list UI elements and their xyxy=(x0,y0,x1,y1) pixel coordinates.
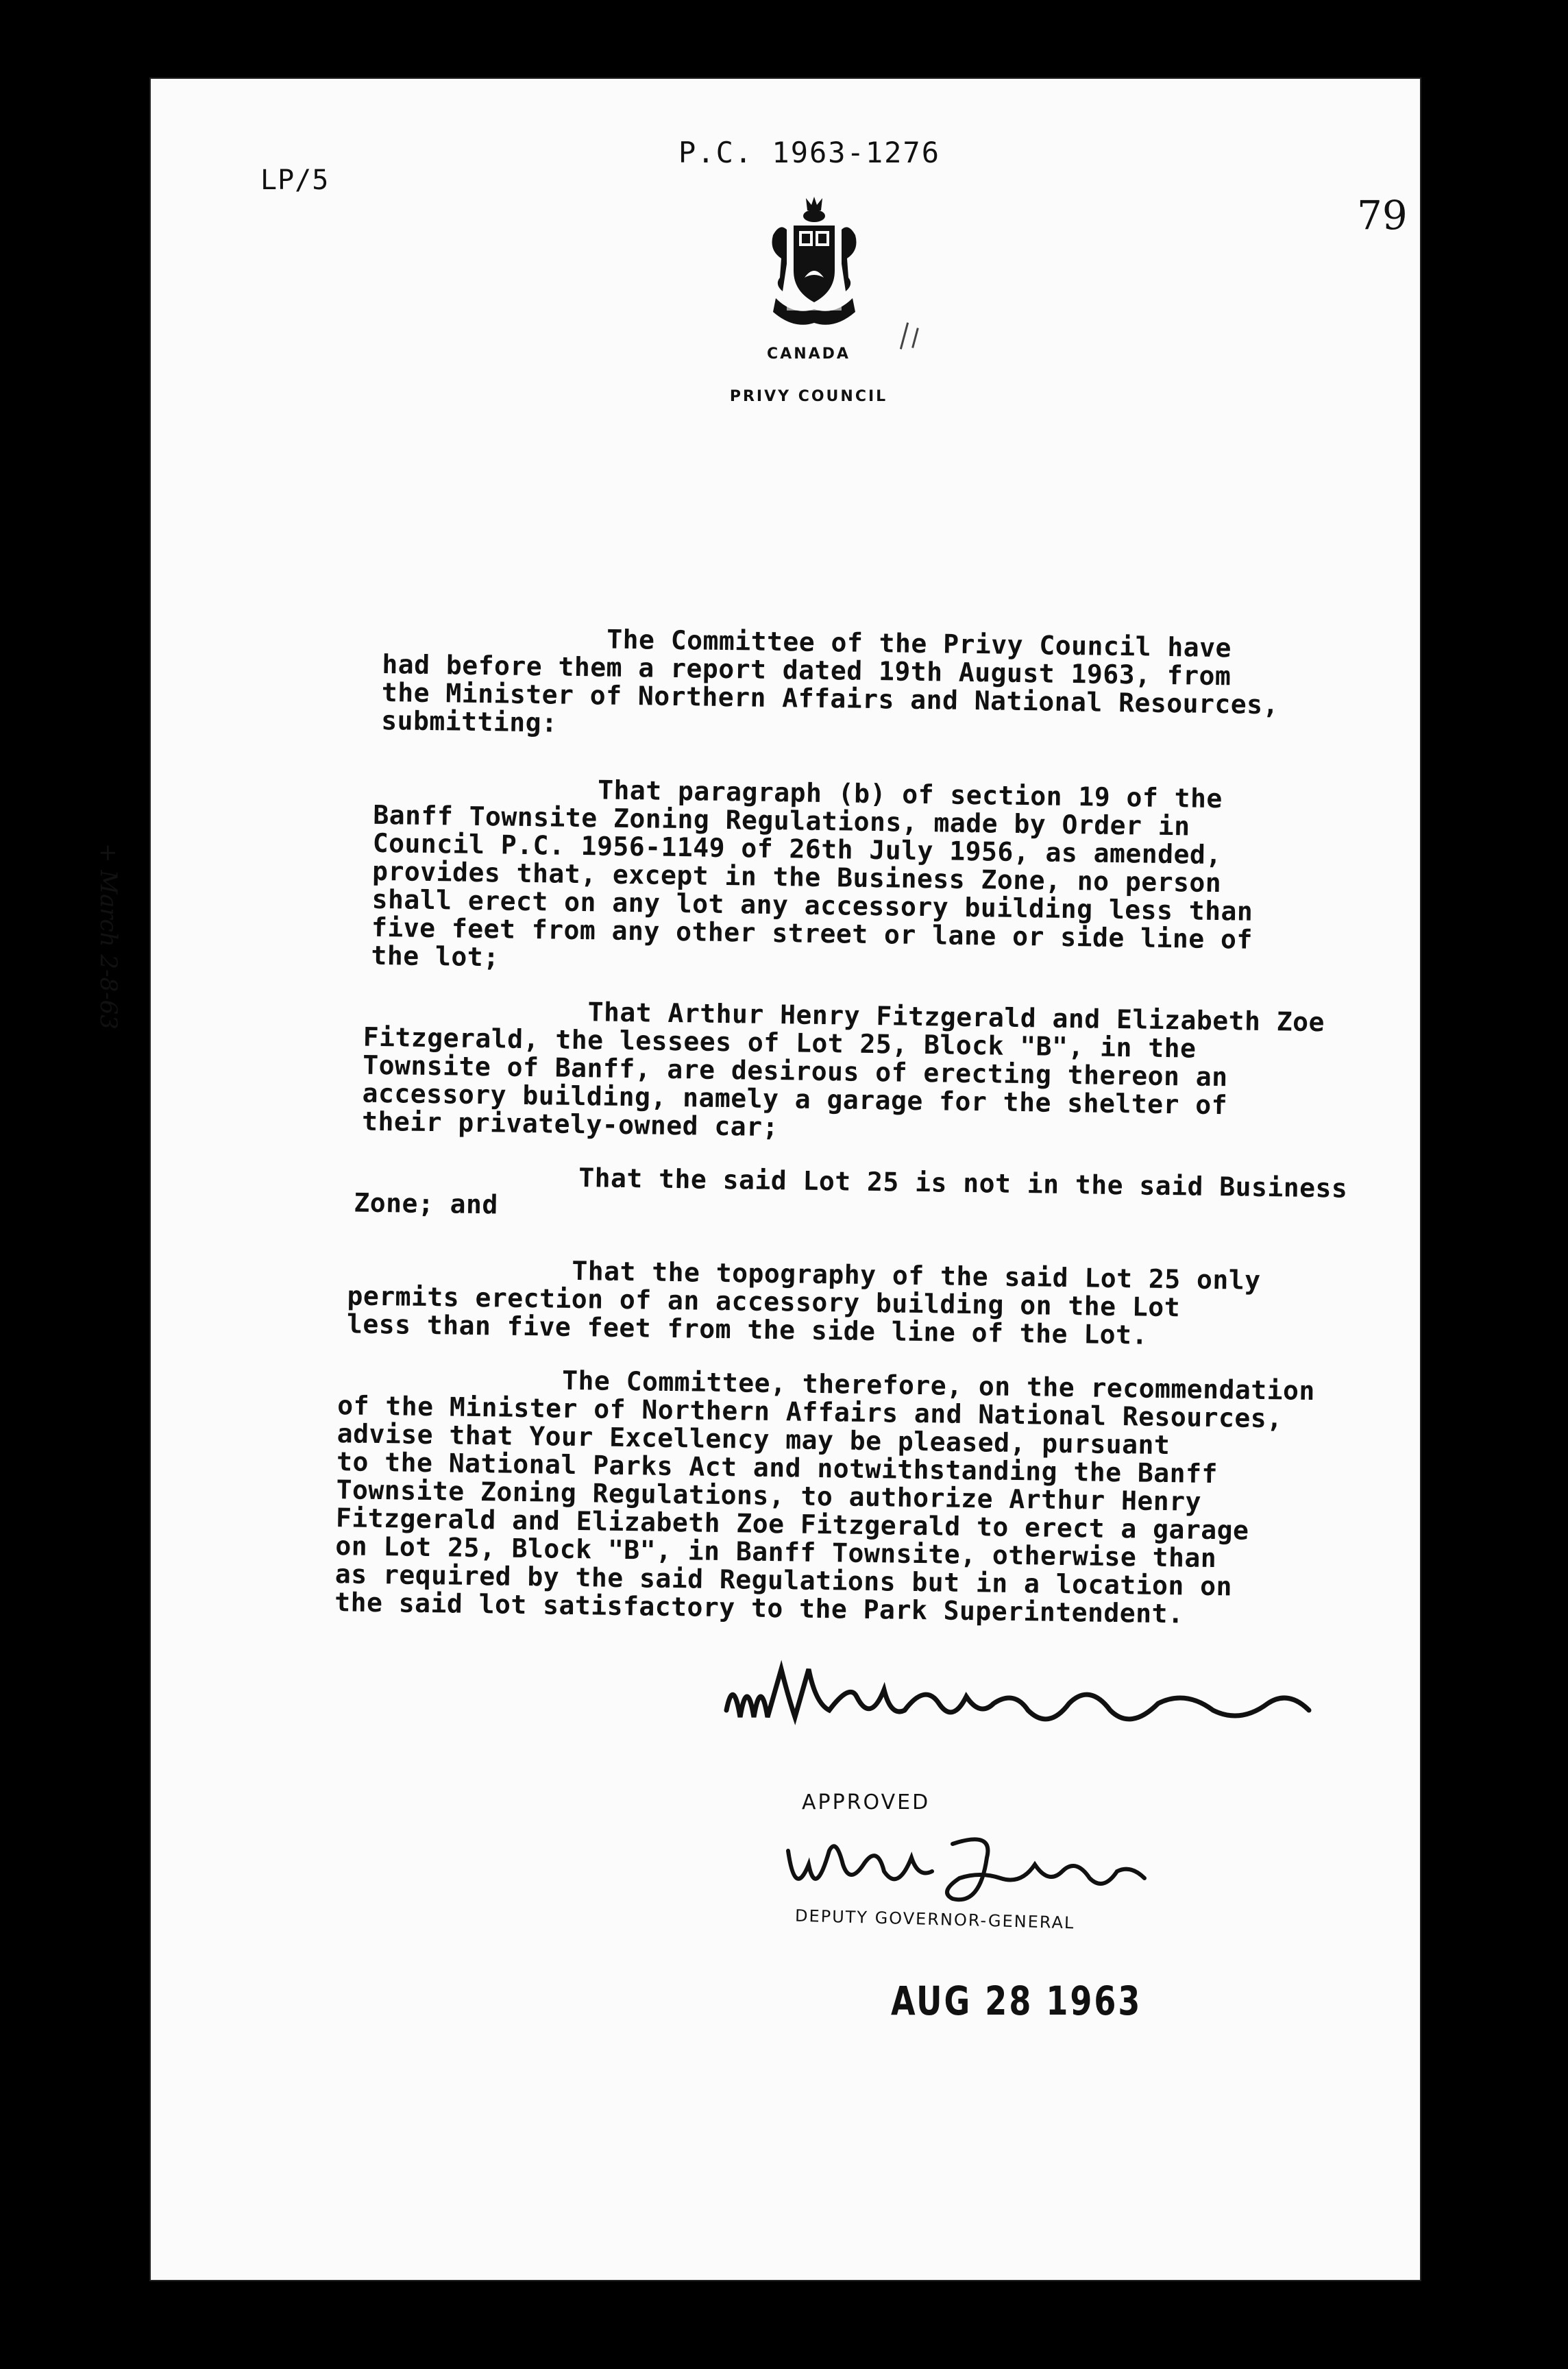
clerk-signature xyxy=(720,1655,1323,1738)
paragraph-regulation: That paragraph (b) of section 19 of the Banff Townsite Zoning Regulations, made by Order in Council P.C. 1956-1149 of 26th July 1956, as amended, provides that, except in the Business Zone, no person shall erect on any lot any accessory building less than five feet from any other street or lane or side line of the lot; xyxy=(371,771,1253,973)
paragraph-zone: That the said Lot 25 is not in the said Business Zone; and xyxy=(354,1159,1348,1220)
handwritten-margin-note: + March 2-8-63 xyxy=(95,843,122,1030)
header-privy-council: PRIVY COUNCIL xyxy=(729,388,888,405)
order-number: P.C. 1963-1276 xyxy=(678,136,941,169)
approved-label: APPROVED xyxy=(802,1790,931,1814)
approval-date-stamp: AUG 28 1963 xyxy=(891,1978,1142,2024)
deputy-governor-general-title: DEPUTY GOVERNOR-GENERAL xyxy=(794,1906,1075,1933)
paragraph-recommendation: The Committee, therefore, on the recommendation of the Minister of Northern Affairs and National Resources, advise that Your Excellency may be pleased, pursuant to the National Parks Act and notwithstanding the Banff Townsite Zoning Regulations, to authorize Arthur Henry Fitzgerald and Elizabeth Zoe Fitzgerald to erect a garage on Lot 25, Block "B", in Banff Townsite, otherwise than as required by the said Regulations but in a location on the said lot satisfactory to the Park Superintendent. xyxy=(334,1362,1316,1629)
paragraph-topography: That the topography of the said Lot 25 only permits erection of an accessory building on the Lot less than five feet from the side line of the Lot. xyxy=(346,1252,1261,1350)
paragraph-lessees: That Arthur Henry Fitzgerald and Elizabeth Zoe Fitzgerald, the lessees of Lot 25, Block "B", in the Townsite of Banff, are desirous of erecting thereon an accessory building, namely a garage for the shelter of their privately-owned car; xyxy=(361,993,1325,1143)
file-reference: LP/5 xyxy=(260,165,330,196)
header-canada: CANADA xyxy=(767,345,850,363)
coat-of-arms-icon xyxy=(766,195,862,332)
deputy-governor-signature xyxy=(774,1823,1158,1912)
page-number: 79 xyxy=(1357,192,1408,239)
paragraph-report: The Committee of the Privy Council have had before them a report dated 19th August 1963, from the Minister of Northern Affairs and National Resources, submitting: xyxy=(381,620,1279,738)
